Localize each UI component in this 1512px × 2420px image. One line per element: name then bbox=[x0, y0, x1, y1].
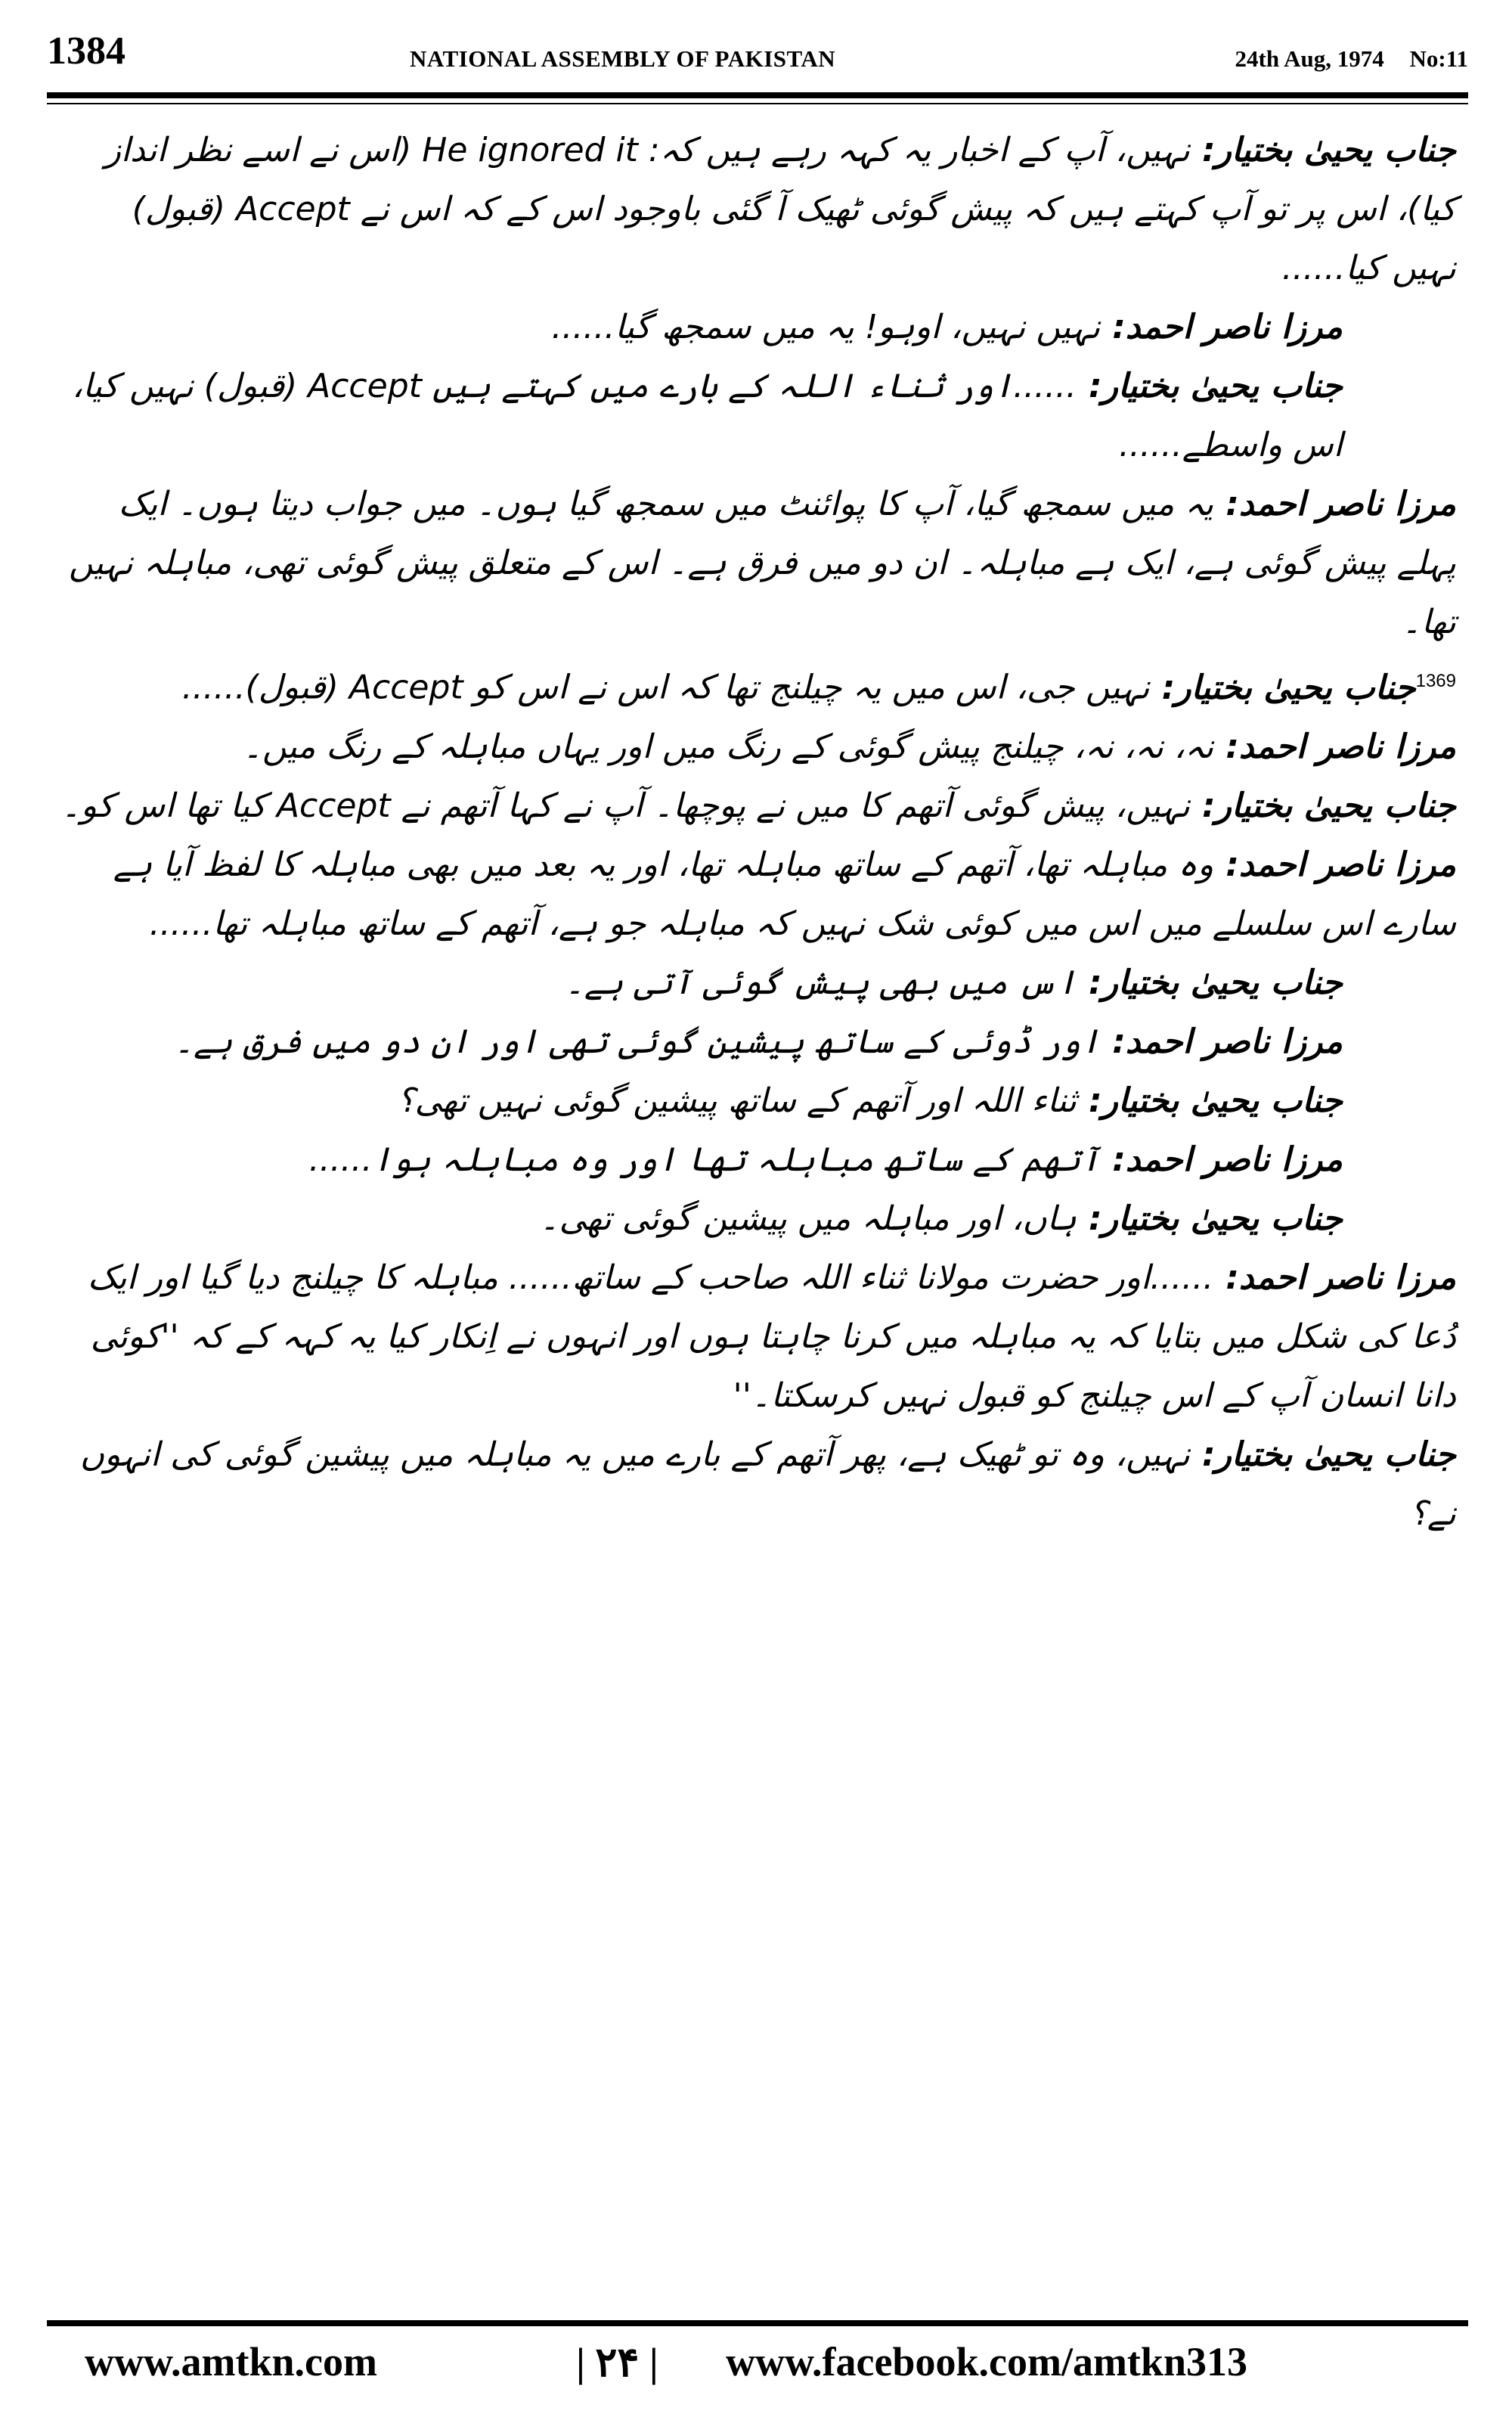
dialogue-text: وہ مباہلہ تھا، آتھم کے ساتھ مباہلہ تھا، اور یہ بعد میں بھی مباہلہ کا لفظ آیا ہے سارے اس سلسلے میں اس میں کوئی شک نہیں کہ مباہلہ جو ہے، آتھم کے ساتھ مباہلہ تھا...... bbox=[113, 845, 1456, 943]
dialogue-text: یہ میں سمجھ گیا، آپ کا پوائنٹ میں سمجھ گیا ہوں۔ میں جواب دیتا ہوں۔ ایک پہلے پیش گوئی ہے، ایک ہے مباہلہ۔ ان دو میں فرق ہے۔ اس کے متعلق پیش گوئی تھی، مباہلہ نہیں تھا۔ bbox=[69, 485, 1456, 641]
dialogue-text: اس میں بھی پیش گوئی آتی ہے۔ bbox=[565, 963, 1077, 1002]
header-rule-thin bbox=[47, 103, 1468, 104]
dialogue-text: ......اور ثناء اللہ کے بارے میں کہتے ہیں Accept (قبول) نہیں کیا، اس واسطے...... bbox=[72, 367, 1343, 464]
dialogue-text: اور ڈوئی کے ساتھ پیشین گوئی تھی اور ان دو میں فرق ہے۔ bbox=[174, 1022, 1101, 1061]
dialogue-paragraph bbox=[59, 836, 1456, 954]
page-footer bbox=[47, 2338, 1468, 2399]
speaker-label: مرزا ناصر احمد: bbox=[1225, 485, 1456, 523]
dialogue-paragraph bbox=[59, 954, 1456, 1013]
page-header bbox=[47, 29, 1468, 89]
dialogue-paragraph bbox=[59, 357, 1456, 475]
running-title: NATIONAL ASSEMBLY OF PAKISTAN bbox=[410, 45, 836, 72]
dialogue-text: آتھم کے ساتھ مباہلہ تھا اور وہ مباہلہ ہوا...... bbox=[308, 1140, 1101, 1179]
dialogue-text: نہیں، وہ تو ٹھیک ہے، پھر آتھم کے بارے میں یہ مباہلہ میں پیشین گوئی کی انہوں نے؟ bbox=[79, 1435, 1456, 1533]
dialogue-paragraph bbox=[59, 777, 1456, 836]
speaker-label: مرزا ناصر احمد: bbox=[1225, 845, 1456, 884]
speaker-label: مرزا ناصر احمد: bbox=[1112, 1140, 1343, 1179]
dialogue-paragraph bbox=[59, 1426, 1456, 1544]
dialogue-paragraph bbox=[59, 475, 1456, 652]
footer-page-number: | ۲۴ | bbox=[576, 2340, 658, 2385]
footer-rule bbox=[47, 2320, 1468, 2326]
speaker-label: جناب یحییٰ بختیار: bbox=[1089, 1199, 1343, 1238]
dialogue-text: نہیں جی، اس میں یہ چیلنج تھا کہ اس نے اس کو Accept (قبول)...... bbox=[181, 668, 1150, 707]
speaker-label: جناب یحییٰ بختیار: bbox=[1089, 1081, 1343, 1120]
dialogue-paragraph bbox=[59, 1072, 1456, 1131]
speaker-label: مرزا ناصر احمد: bbox=[1225, 727, 1456, 766]
page-number: 1384 bbox=[47, 29, 125, 73]
speaker-label: جناب یحییٰ بختیار: bbox=[1202, 131, 1456, 169]
issue-number: No:11 bbox=[1409, 45, 1468, 72]
dialogue-paragraph bbox=[59, 718, 1456, 777]
transcript-body bbox=[59, 121, 1456, 1544]
speaker-label: مرزا ناصر احمد: bbox=[1112, 308, 1343, 346]
website-link[interactable]: www.amtkn.com bbox=[85, 2339, 377, 2384]
dialogue-paragraph bbox=[59, 298, 1456, 357]
dialogue-text: ......اور حضرت مولانا ثناء اللہ صاحب کے ساتھ...... مباہلہ کا چیلنج دیا گیا اور ایک دُعا کی شکل میں بتایا کہ یہ مباہلہ میں کرنا چاہتا ہوں اور انہوں نے اِنکار کیا یہ کہہ کے کہ ''کوئی دانا انسان آپ کے اس چیلنج کو قبول نہیں کرسکتا۔'' bbox=[87, 1258, 1456, 1415]
dialogue-text: نہیں، آپ کے اخبار یہ کہہ رہے ہیں کہ: He ignored it (اس نے اسے نظر انداز کیا)، اس پر تو آپ کہتے ہیں کہ پیش گوئی ٹھیک آ گئی باوجود اس کے کہ اس نے Accept (قبول) نہیں کیا...... bbox=[104, 131, 1456, 287]
dialogue-paragraph bbox=[59, 652, 1456, 718]
dialogue-text: نہیں، پیش گوئی آتھم کا میں نے پوچھا۔ آپ نے کہا آتھم نے Accept کیا تھا اس کو۔ bbox=[61, 786, 1190, 825]
dialogue-text: ہاں، اور مباہلہ میں پیشین گوئی تھی۔ bbox=[539, 1199, 1077, 1238]
dialogue-text: نہ، نہ، نہ، چیلنج پیش گوئی کے رنگ میں اور یہاں مباہلہ کے رنگ میں۔ bbox=[243, 727, 1214, 766]
speaker-label: مرزا ناصر احمد: bbox=[1225, 1258, 1456, 1297]
issue-date: 24th Aug, 1974 bbox=[1235, 45, 1384, 72]
dialogue-paragraph bbox=[59, 121, 1456, 298]
speaker-label: جناب یحییٰ بختیار: bbox=[1089, 367, 1343, 405]
footnote-number: 1369 bbox=[1415, 671, 1456, 691]
dialogue-text: نہیں نہیں، اوہو! یہ میں سمجھ گیا...... bbox=[551, 308, 1101, 346]
speaker-label: جناب یحییٰ بختیار: bbox=[1161, 668, 1416, 707]
speaker-label: مرزا ناصر احمد: bbox=[1112, 1022, 1343, 1061]
speaker-label: جناب یحییٰ بختیار: bbox=[1089, 963, 1343, 1002]
speaker-label: جناب یحییٰ بختیار: bbox=[1202, 786, 1456, 825]
speaker-label: جناب یحییٰ بختیار: bbox=[1202, 1435, 1456, 1474]
dialogue-paragraph bbox=[59, 1131, 1456, 1190]
dialogue-text: ثناء اللہ اور آتھم کے ساتھ پیشین گوئی نہیں تھی؟ bbox=[397, 1081, 1077, 1120]
issue-info bbox=[1216, 45, 1468, 73]
facebook-link[interactable]: www.facebook.com/amtkn313 bbox=[726, 2339, 1247, 2384]
dialogue-paragraph bbox=[59, 1013, 1456, 1072]
dialogue-paragraph bbox=[59, 1249, 1456, 1426]
dialogue-paragraph bbox=[59, 1190, 1456, 1249]
header-rule bbox=[47, 92, 1468, 98]
